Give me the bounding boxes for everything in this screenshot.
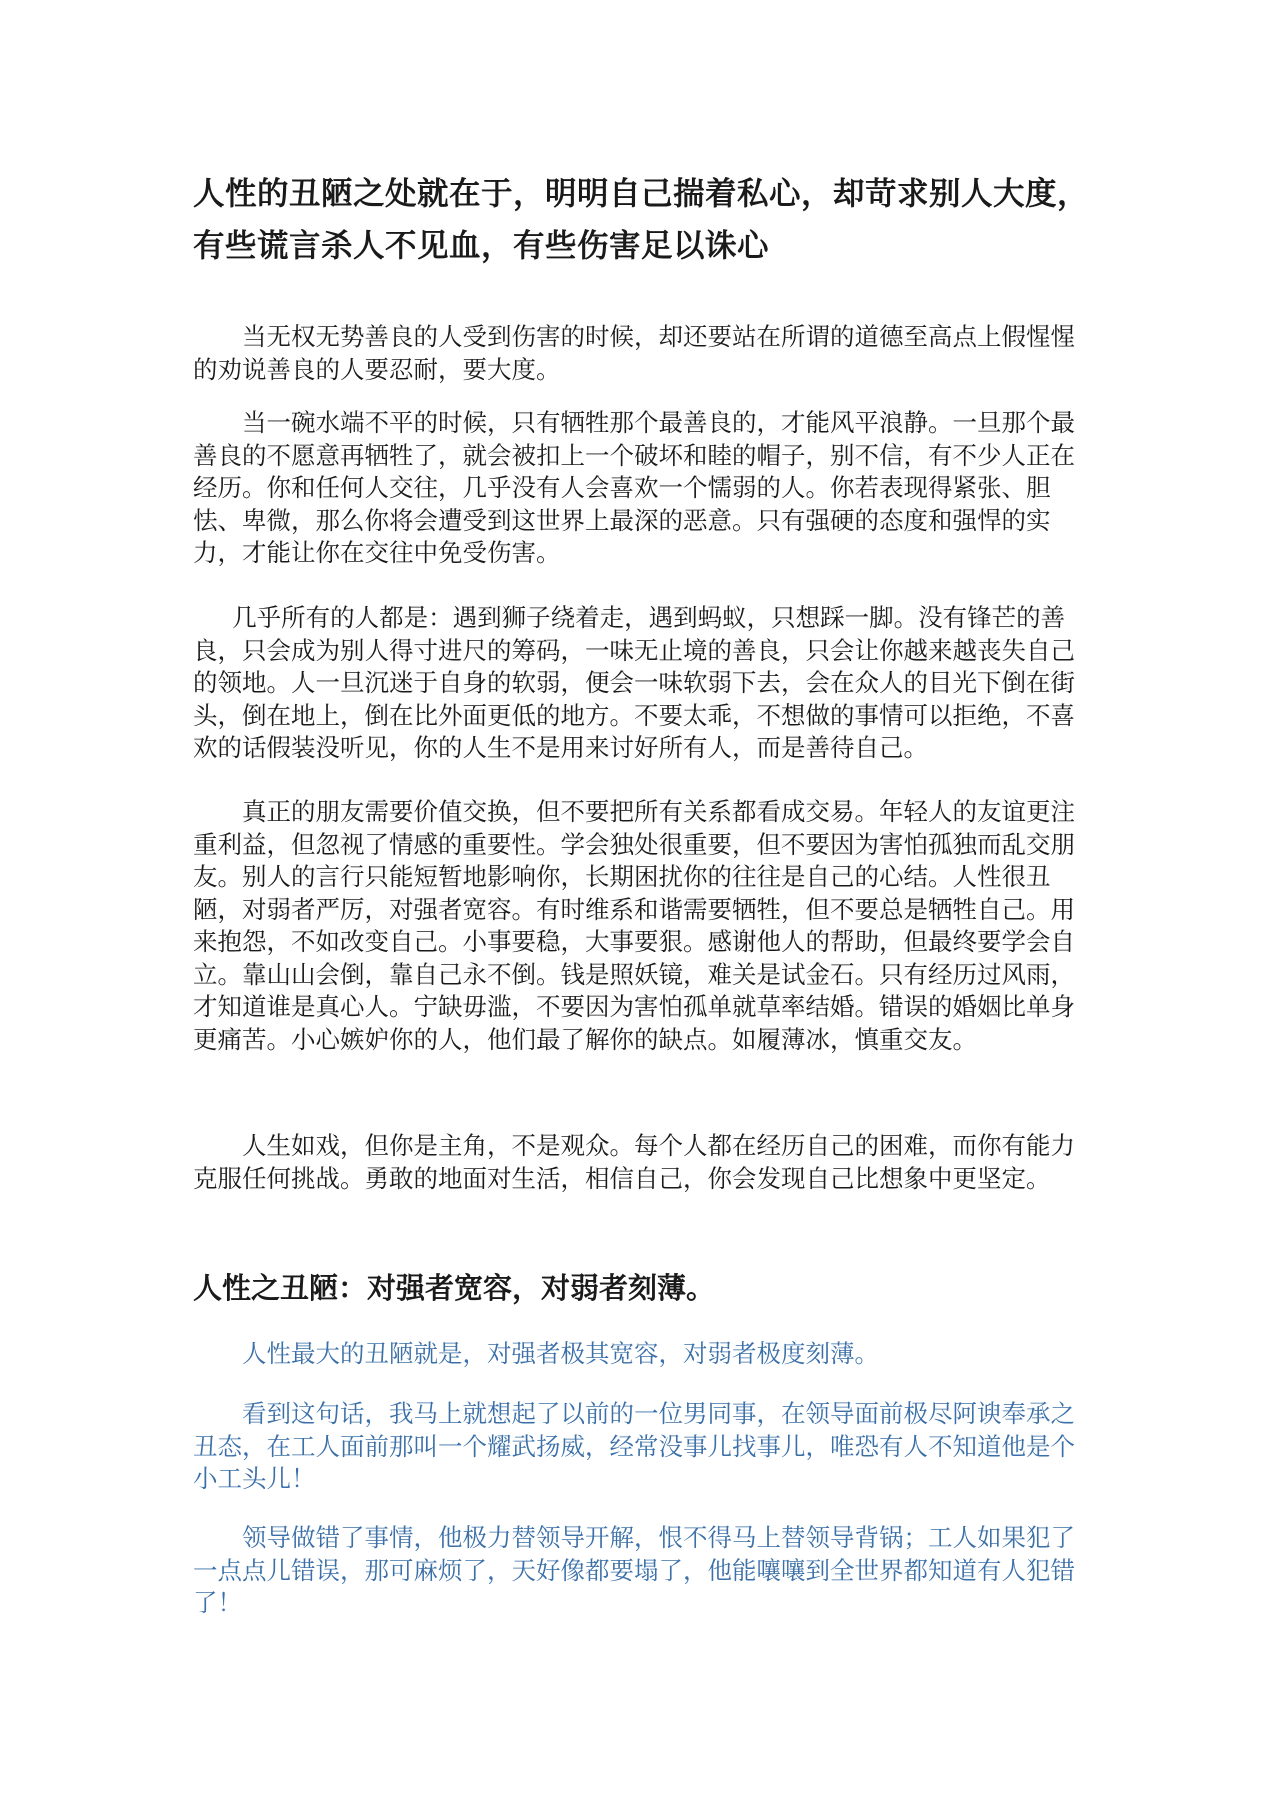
- paragraph-2-block: [193, 407, 1099, 570]
- paragraph: 几乎所有的人都是：遇到狮子绕着走，遇到蚂蚁，只想踩一脚。没有锋芒的善良，只会成为别人得寸进尺的筹码，一味无止境的善良，只会让你越来越丧失自己的领地。人一旦沉迷于自身的软弱，便会一味软弱下去，会在众人的目光下倒在街头，倒在地上，倒在比外面更低的地方。不要太乖，不想做的事情可以拒绝，不喜欢的话假装没听见，你的人生不是用来讨好所有人，而是善待自己。: [193, 603, 1075, 762]
- paragraph: 真正的朋友需要价值交换，但不要把所有关系都看成交易。年轻人的友谊更注重利益，但忽视了情感的重要性。学会独处很重要，但不要因为害怕孤独而乱交朋友。别人的言行只能短暂地影响你，长期困扰你的往往是自己的心结。人性很丑陋，对弱者严厉，对强者宽容。有时维系和谐需要牺牲，但不要总是牺牲自己。用来抱怨，不如改变自己。小事要稳，大事要狠。感谢他人的帮助，但最终要学会自立。靠山山会倒，靠自己永不倒。钱是照妖镜，难关是试金石。只有经历过风雨，才知道谁是真心人。宁缺毋滥，不要因为害怕孤单就草率结婚。错误的婚姻比单身更痛苦。小心嫉妒你的人，他们最了解你的缺点。如履薄冰，慎重交友。: [193, 797, 1075, 1054]
- article-title: 人性的丑陋之处就在于，明明自己揣着私心，却苛求别人大度，有些谎言杀人不见血，有些伤害足以诛心: [193, 176, 1090, 264]
- quote-paragraph: 领导做错了事情，他极力替领导开解，恨不得马上替领导背锅；工人如果犯了一点点儿错误，那可麻烦了，天好像都要塌了，他能嚷嚷到全世界都知道有人犯错了！: [193, 1523, 1075, 1617]
- paragraph-1-block: [193, 321, 1099, 386]
- paragraph-5-block: [193, 1130, 1099, 1195]
- paragraph: 人生如戏，但你是主角，不是观众。每个人都在经历自己的困难，而你有能力克服任何挑战。勇敢的地面对生活，相信自己，你会发现自己比想象中更坚定。: [193, 1131, 1075, 1193]
- paragraph-3-block: [193, 602, 1099, 765]
- quote-paragraph-2-block: [193, 1398, 1099, 1496]
- quote-paragraph-3-block: [193, 1522, 1099, 1620]
- quote-paragraph: 人性最大的丑陋就是，对强者极其宽容，对弱者极度刻薄。: [242, 1339, 879, 1368]
- quote-paragraph-1-block: [193, 1338, 1099, 1371]
- section-heading: 人性之丑陋：对强者宽容，对弱者刻薄。: [193, 1271, 716, 1305]
- quote-paragraph: 看到这句话，我马上就想起了以前的一位男同事，在领导面前极尽阿谀奉承之丑态，在工人面前那叫一个耀武扬威，经常没事儿找事儿，唯恐有人不知道他是个小工头儿！: [193, 1399, 1075, 1493]
- paragraph: 当无权无势善良的人受到伤害的时候，却还要站在所谓的道德至高点上假惺惺的劝说善良的人要忍耐，要大度。: [193, 322, 1075, 384]
- paragraph-4-block: [193, 796, 1099, 1056]
- paragraph: 当一碗水端不平的时候，只有牺牲那个最善良的，才能风平浪静。一旦那个最善良的不愿意再牺牲了，就会被扣上一个破坏和睦的帽子，别不信，有不少人正在经历。你和任何人交往，几乎没有人会喜欢一个懦弱的人。你若表现得紧张、胆怯、卑微，那么你将会遭受到这世界上最深的恶意。只有强硬的态度和强悍的实力，才能让你在交往中免受伤害。: [193, 408, 1075, 567]
